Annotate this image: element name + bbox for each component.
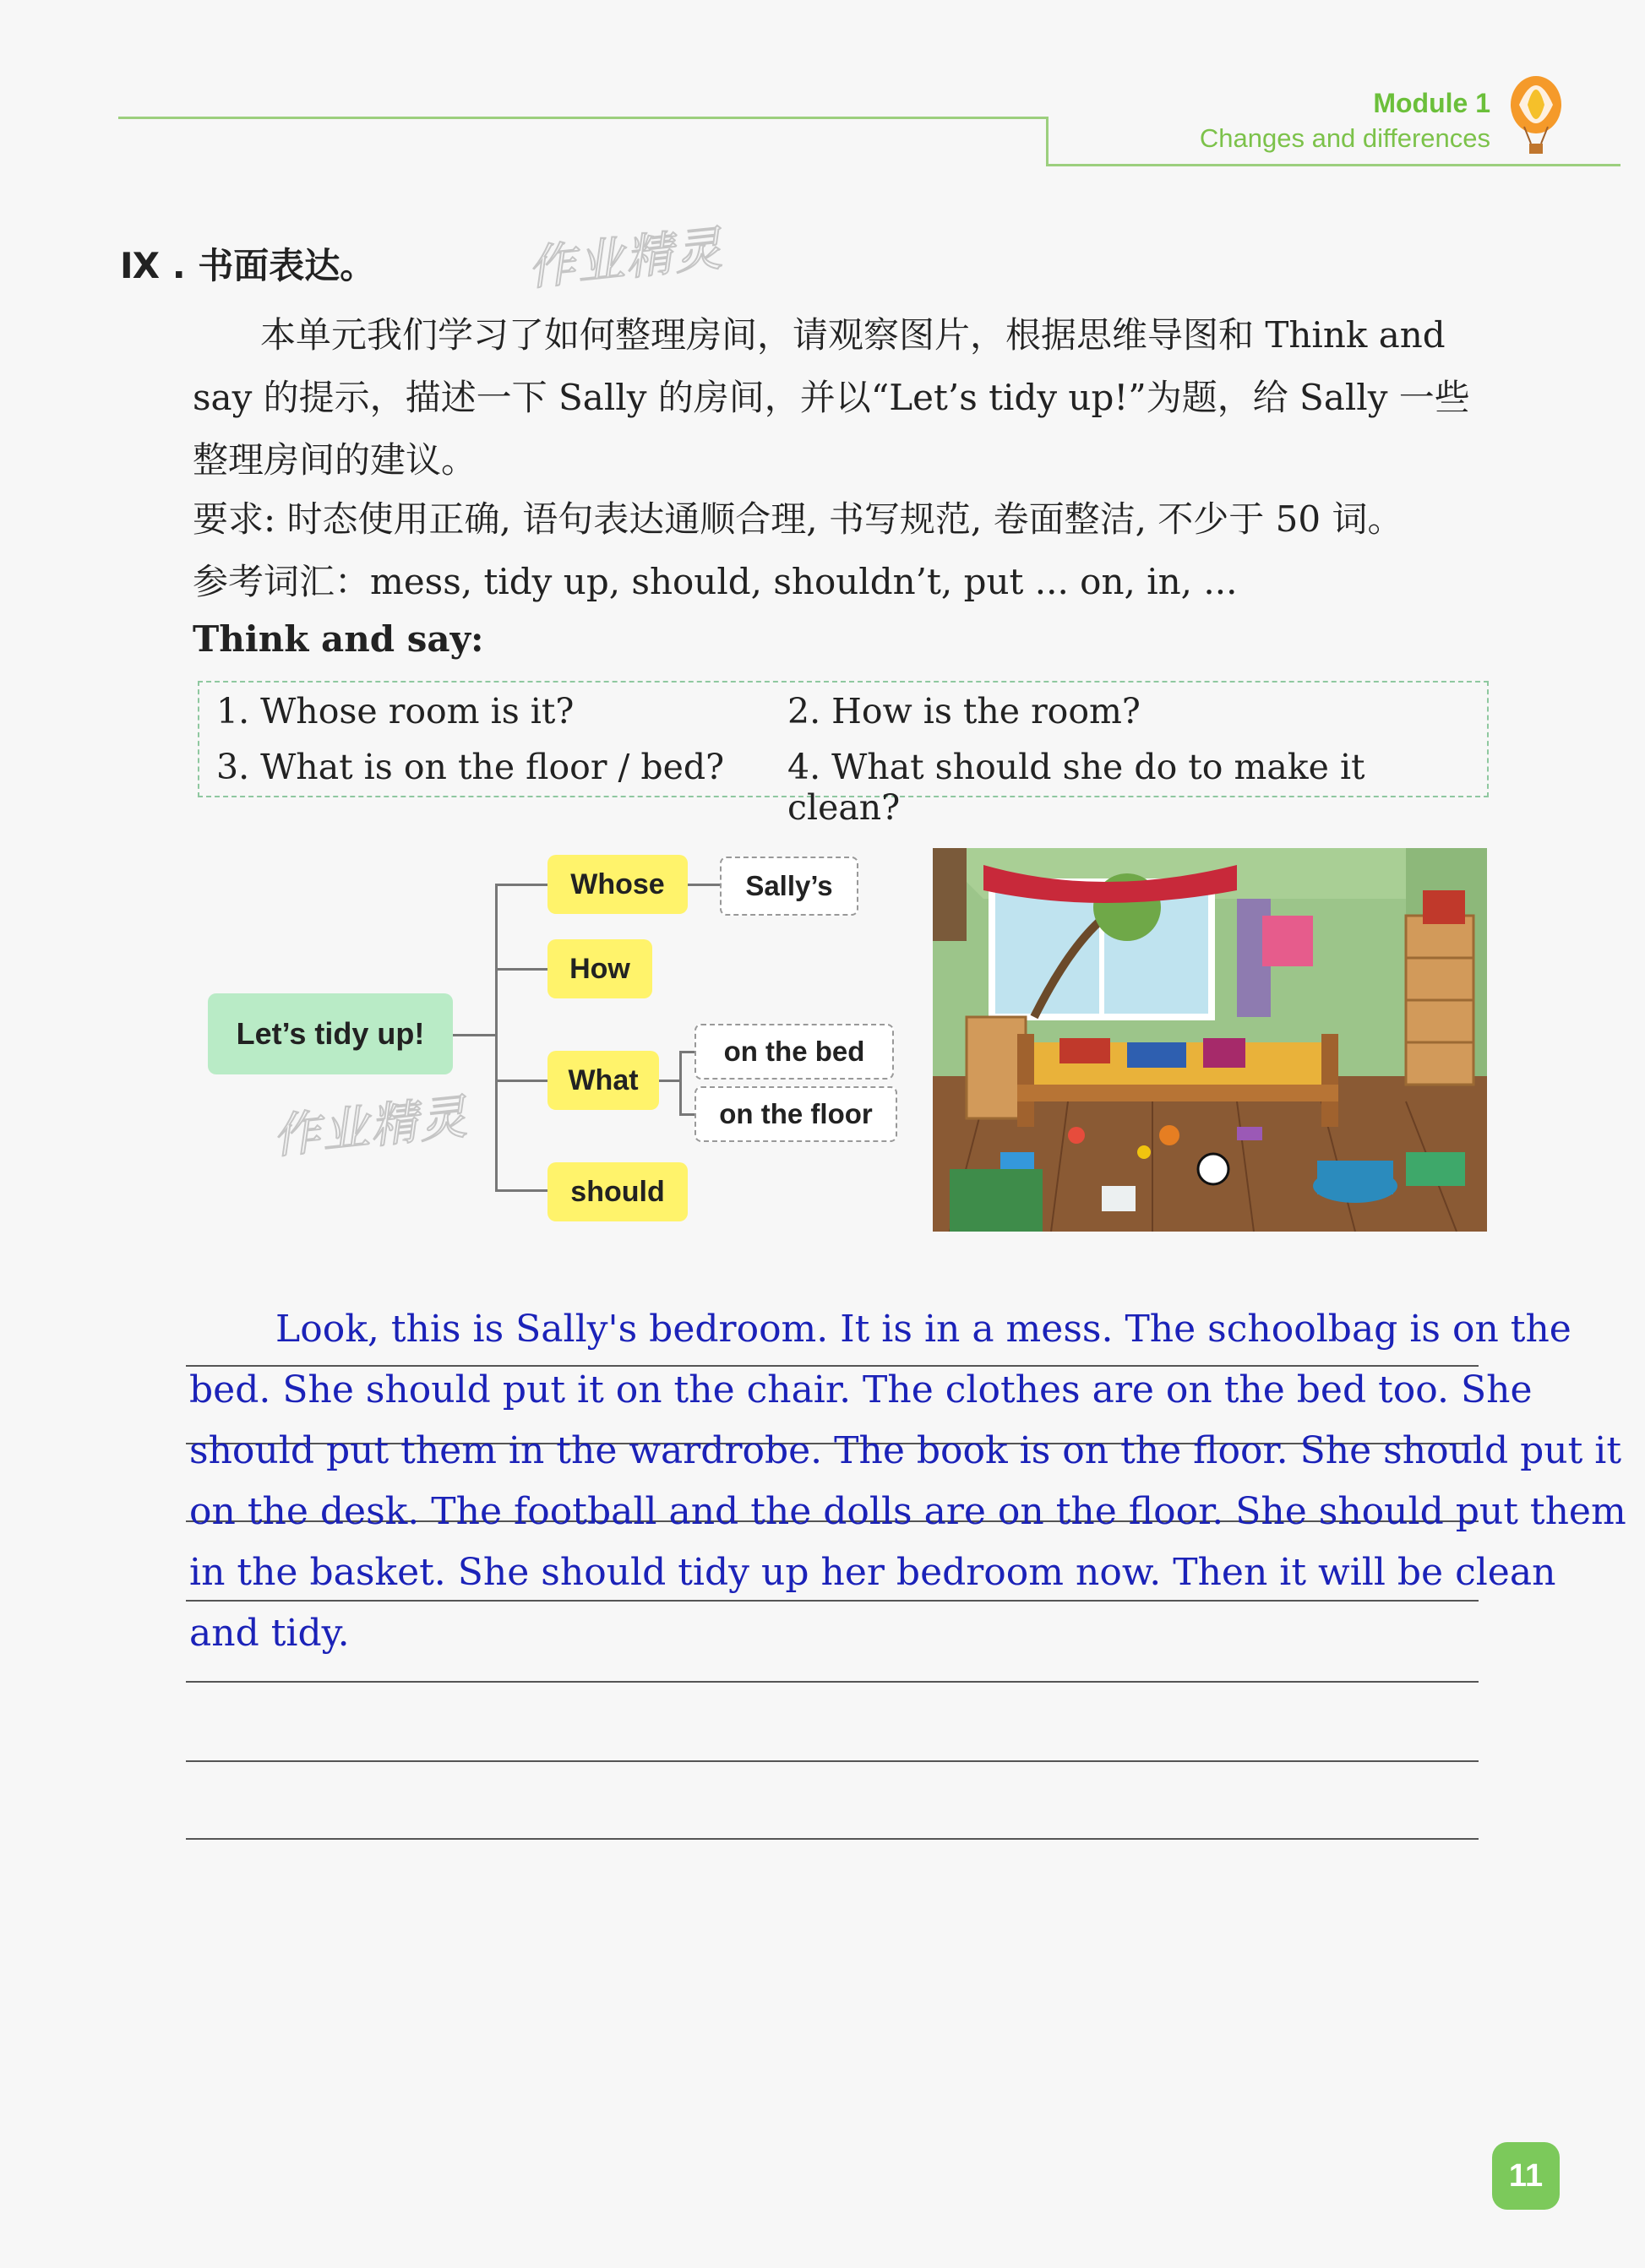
mindmap-node-what: What <box>547 1051 659 1110</box>
mindmap-connector <box>495 1189 547 1192</box>
section-title: 书面表达。 <box>198 245 376 286</box>
ruled-line <box>186 1760 1479 1762</box>
question-box <box>198 681 1489 828</box>
answer-line-2: bed. She should put it on the chair. The clothes are on the bed too. She <box>189 1368 1533 1411</box>
requirement-text: 要求: 时态使用正确, 语句表达通顺合理, 书写规范, 卷面整洁, 不少于 50 词。 <box>193 498 1403 540</box>
mindmap-connector <box>495 968 547 971</box>
page-number: 11 <box>1492 2142 1560 2210</box>
header-rule <box>118 117 1048 119</box>
ruled-line <box>186 1838 1479 1840</box>
reference-vocabulary: 参考词汇：mess, tidy up, should, shouldn’t, put ... on, in, ... <box>193 561 1238 602</box>
hot-air-balloon-icon <box>1506 74 1566 159</box>
mindmap-connector <box>679 1113 694 1116</box>
mindmap-answer-on-bed: on the bed <box>694 1024 894 1080</box>
module-subtitle: Changes and differences <box>1199 123 1490 153</box>
mindmap-node-how: How <box>547 939 652 998</box>
header-rule-right <box>1046 164 1620 166</box>
mindmap-node-should: should <box>547 1162 688 1221</box>
mindmap-connector <box>453 1034 497 1036</box>
mindmap-connector <box>679 1051 682 1115</box>
messy-bedroom-illustration <box>933 848 1487 1232</box>
mindmap-connector <box>679 1051 694 1053</box>
instruction-text: 本单元我们学习了如何整理房间，请观察图片，根据思维导图和 Think and say 的提示，描述一下 Sally 的房间，并以“Let’s tidy up!”为题，给 Sally 一些整理房间的建议。 <box>193 314 1470 481</box>
question-1: 1. Whose room is it? <box>216 691 575 732</box>
question-2: 2. How is the room? <box>787 691 1141 732</box>
ruled-line <box>186 1365 1479 1367</box>
mindmap-connector <box>688 884 720 886</box>
watermark: 作业精灵 <box>270 1090 471 1165</box>
mindmap-central-node: Let’s tidy up! <box>208 993 453 1074</box>
mindmap-answer-whose: Sally’s <box>720 857 858 916</box>
mindmap-node-whose: Whose <box>547 855 688 914</box>
mindmap-answer-on-floor: on the floor <box>694 1086 897 1142</box>
mindmap-connector <box>495 884 547 886</box>
section-number: Ⅸ . <box>120 245 186 286</box>
question-4: 4. What should she do to make it clean? <box>787 747 1365 828</box>
mindmap-connector <box>659 1080 681 1082</box>
module-title: Module 1 <box>1373 88 1490 118</box>
watermark: 作业精灵 <box>525 221 727 296</box>
mindmap-connector <box>495 1080 547 1082</box>
answer-line-6: and tidy. <box>189 1612 350 1655</box>
answer-line-5: in the basket. She should tidy up her bedroom now. Then it will be clean <box>189 1551 1556 1594</box>
section-heading <box>120 238 375 289</box>
answer-line-1: Look, this is Sally's bedroom. It is in a mess. The schoolbag is on the <box>275 1308 1571 1351</box>
answer-line-4: on the desk. The football and the dolls are on the floor. She should put them <box>189 1490 1626 1533</box>
question-3: 3. What is on the floor / bed? <box>216 747 725 787</box>
answer-line-3: should put them in the wardrobe. The book is on the floor. She should put it <box>189 1429 1622 1472</box>
header-rule-step <box>1046 117 1049 166</box>
ruled-line <box>186 1681 1479 1683</box>
mindmap-trunk <box>495 884 498 1191</box>
think-and-say-heading: Think and say: <box>193 618 484 660</box>
ruled-line <box>186 1600 1479 1602</box>
